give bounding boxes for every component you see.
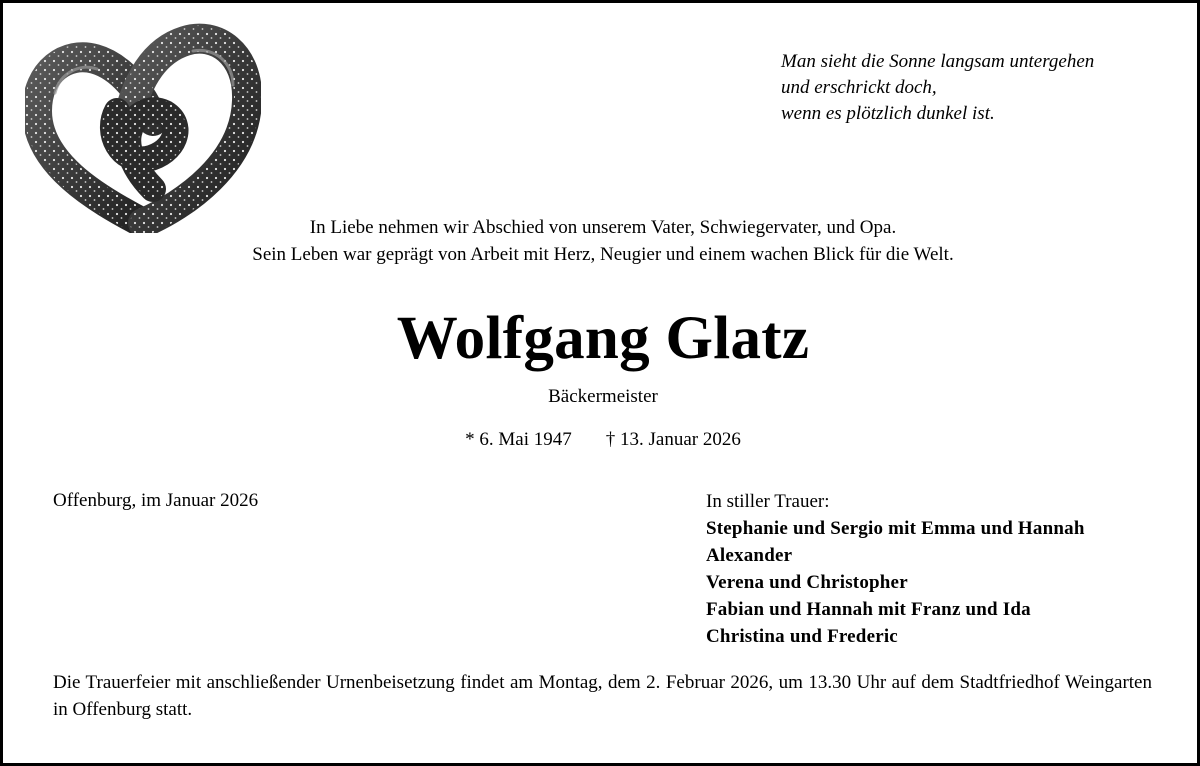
mourner-family: Fabian und Hannah mit Franz und Ida	[706, 599, 1031, 620]
intro-line: In Liebe nehmen wir Abschied von unserem Vater, Schwiegervater, und Opa.	[309, 217, 897, 238]
birth-date: * 6. Mai 1947	[465, 429, 572, 450]
death-date: † 13. Januar 2026	[605, 429, 741, 450]
quote-line: wenn es plötzlich dunkel ist.	[781, 103, 995, 124]
mourner-family: Alexander	[706, 545, 793, 566]
quote-line: Man sieht die Sonne langsam untergehen	[781, 51, 1095, 72]
mourners-label: In stiller Trauer:	[706, 491, 830, 512]
mourner-family: Verena und Christopher	[706, 572, 908, 593]
quote-line: und erschrickt doch,	[781, 77, 937, 98]
mourners-block	[706, 488, 1176, 650]
deceased-name: Wolfgang Glatz	[396, 305, 810, 372]
intro-line: Sein Leben war geprägt von Arbeit mit Herz, Neugier und einem wachen Blick für die Welt.	[252, 244, 954, 265]
funeral-announcement: Die Trauerfeier mit anschließender Urnenbeisetzung findet am Montag, dem 2. Februar 2026, um 13.30 Uhr auf dem Stadtfriedhof Weingarten in Offenburg statt.	[53, 672, 1152, 720]
farewell-intro	[3, 214, 1200, 268]
mourner-family: Christina und Frederic	[706, 626, 898, 647]
deceased-profession: Bäckermeister	[548, 386, 658, 407]
life-dates	[3, 427, 1200, 453]
mourner-family: Stephanie und Sergio mit Emma und Hannah	[706, 518, 1085, 539]
place-and-date: Offenburg, im Januar 2026	[53, 490, 259, 511]
pretzel-heart-icon	[25, 23, 261, 233]
epitaph-quote	[781, 49, 1181, 127]
